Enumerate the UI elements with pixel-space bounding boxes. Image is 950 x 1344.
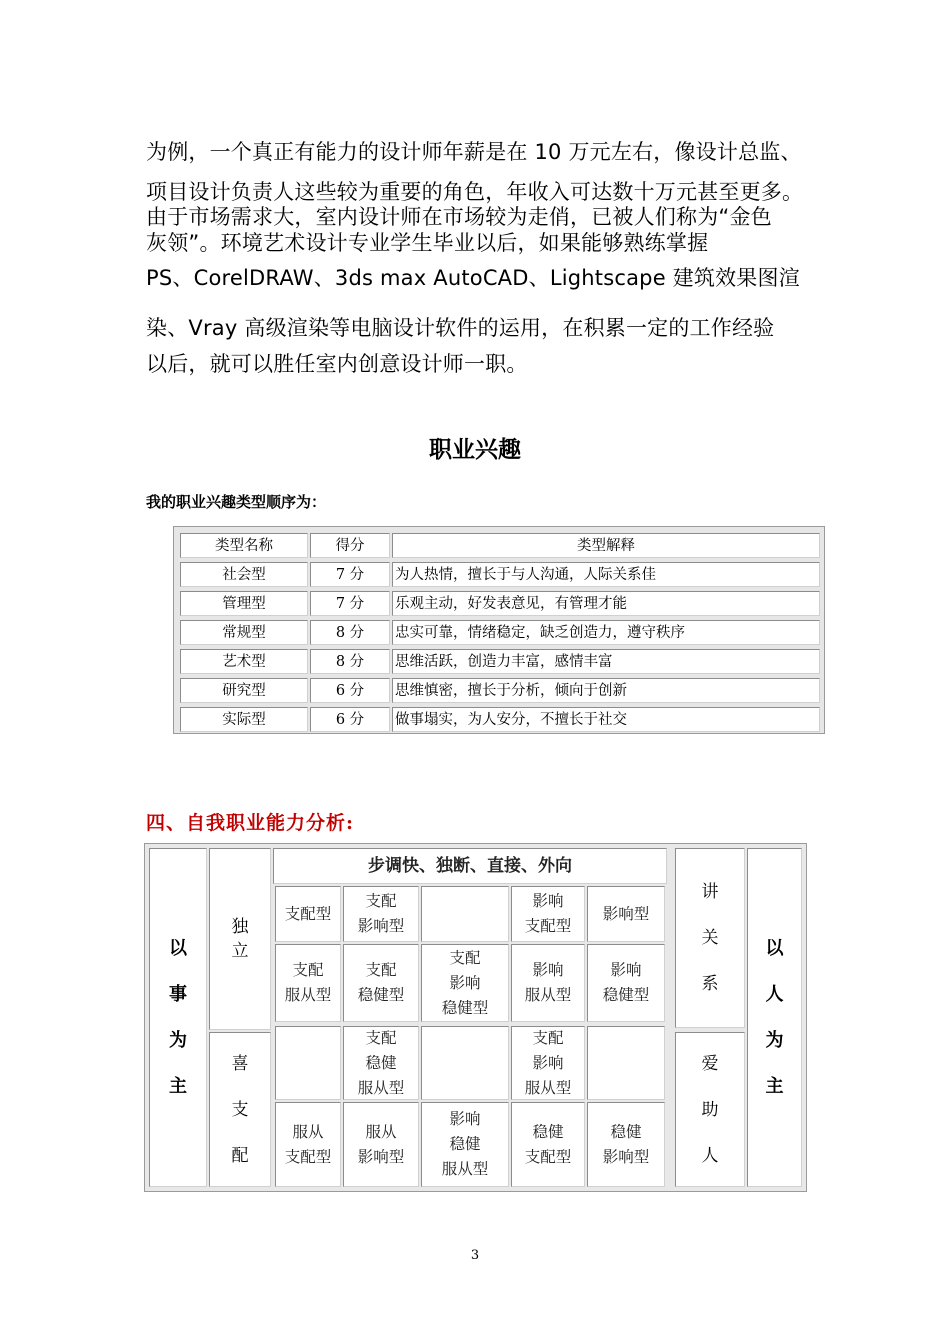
grid-cell: 服从 影响型 [343,1102,419,1187]
right-outer-label: 以 人 为 主 [747,848,802,1187]
table-cell-score: 6 分 [310,707,390,732]
left-top-label: 独 立 [209,848,271,1030]
table-cell-score: 7 分 [310,591,390,616]
table-cell-type: 实际型 [180,707,308,732]
grid-cell: 影响 稳健型 [587,944,665,1022]
grid-cell: 稳健 影响型 [587,1102,665,1187]
grid-cell-empty [421,886,509,942]
left-outer-label: 以 事 为 主 [149,848,207,1187]
table-cell-type: 管理型 [180,591,308,616]
left-bottom-label: 喜 支 配 [209,1032,271,1187]
table-cell-type: 常规型 [180,620,308,645]
body-line-7: 以后，就可以胜任室内创意设计师一职。 [146,352,528,376]
grid-cell: 影响 服从型 [511,944,585,1022]
body-line-1: 为例，一个真正有能力的设计师年薪是在 10 万元左右，像设计总监、 [146,140,802,164]
table-cell-desc: 做事塌实，为人安分，不擅长于社交 [392,707,820,732]
right-bottom-label: 爱 助 人 [675,1032,745,1187]
table-header-desc: 类型解释 [392,533,820,558]
table-cell-desc: 思维慎密，擅长于分析，倾向于创新 [392,678,820,703]
table-cell-desc: 忠实可靠，情绪稳定，缺乏创造力，遵守秩序 [392,620,820,645]
grid-cell-empty [587,1026,665,1100]
table-cell-score: 8 分 [310,649,390,674]
grid-cell: 服从 支配型 [275,1102,341,1187]
body-line-6: 染、Vray 高级渲染等电脑设计软件的运用，在积累一定的工作经验 [146,316,775,340]
top-header-label: 步调快、独断、直接、外向 [273,848,667,884]
table-cell-type: 研究型 [180,678,308,703]
table-cell-score: 8 分 [310,620,390,645]
grid-cell: 稳健 支配型 [511,1102,585,1187]
grid-cell: 支配 稳健型 [343,944,419,1022]
table-cell-type: 社会型 [180,562,308,587]
table-cell-score: 7 分 [310,562,390,587]
interest-subtitle: 我的职业兴趣类型顺序为： [146,493,327,511]
grid-cell: 支配 影响 服从型 [511,1026,585,1100]
grid-cell: 影响型 [587,886,665,942]
right-top-label: 讲 关 系 [675,848,745,1028]
grid-cell-empty [421,1026,509,1100]
grid-cell: 影响 稳健 服从型 [421,1102,509,1187]
grid-cell-empty [275,1026,341,1100]
table-cell-score: 6 分 [310,678,390,703]
interest-title: 职业兴趣 [429,437,521,463]
grid-cell: 支配 服从型 [275,944,341,1022]
table-cell-desc: 乐观主动，好发表意见，有管理才能 [392,591,820,616]
grid-cell: 支配 影响型 [343,886,419,942]
body-line-3: 由于市场需求大，室内设计师在市场较为走俏，已被人们称为“金色 [146,205,772,229]
grid-cell: 支配 稳健 服从型 [343,1026,419,1100]
body-line-5: PS、CorelDRAW、3ds max AutoCAD、Lightscape 建筑效果图渲 [146,266,800,290]
table-cell-desc: 为人热情，擅长于与人沟通，人际关系佳 [392,562,820,587]
page-number: 3 [470,1248,480,1263]
table-cell-desc: 思维活跃，创造力丰富，感情丰富 [392,649,820,674]
grid-cell: 支配型 [275,886,341,942]
table-cell-type: 艺术型 [180,649,308,674]
body-line-2: 项目设计负责人这些较为重要的角色，年收入可达数十万元甚至更多。 [146,180,804,204]
table-header-score: 得分 [310,533,390,558]
interest-table [173,526,825,734]
grid-cell: 影响 支配型 [511,886,585,942]
table-header-type: 类型名称 [180,533,308,558]
ability-grid [144,843,807,1192]
body-line-4: 灰领”。环境艺术设计专业学生毕业以后，如果能够熟练掌握 [146,231,709,255]
ability-title: 四、自我职业能力分析: [146,812,355,834]
grid-cell: 支配 影响 稳健型 [421,944,509,1022]
